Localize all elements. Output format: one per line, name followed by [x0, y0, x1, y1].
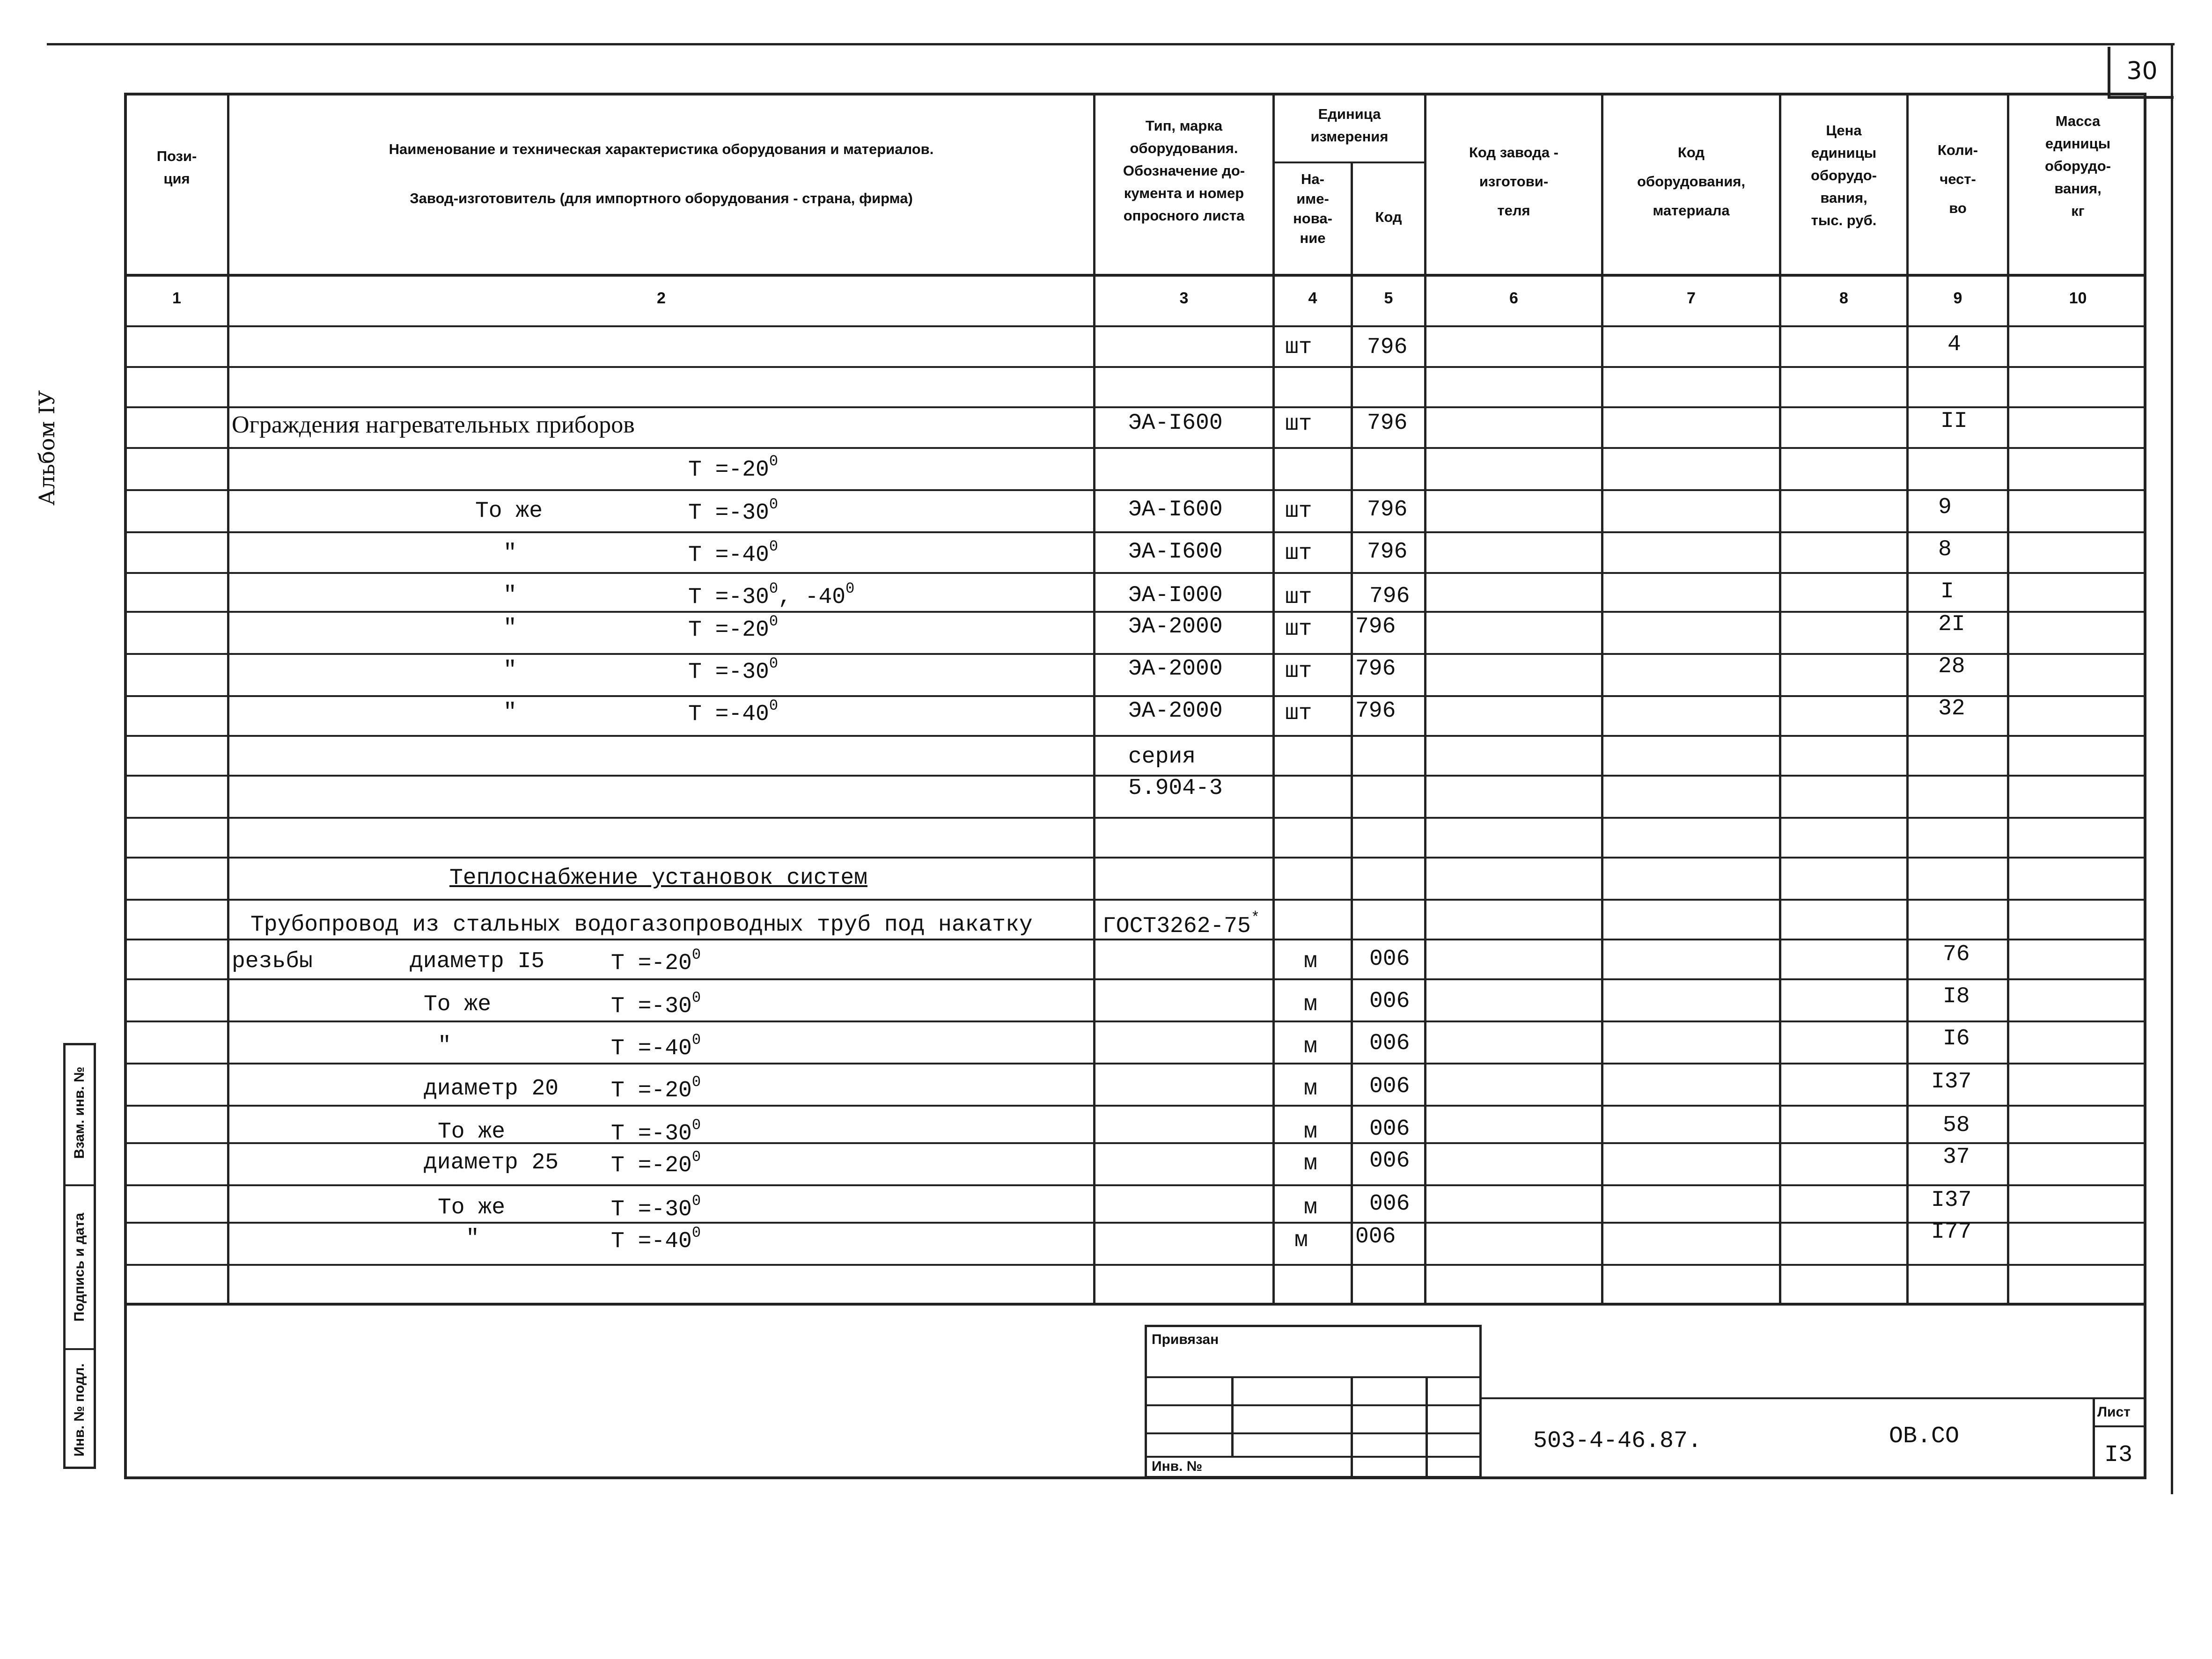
header-equipment-code: Код оборудования, материала	[1637, 144, 1745, 219]
unit-code: 006	[1369, 989, 1410, 1014]
header-mass: Масса единицы оборудо- вания, кг	[2045, 113, 2111, 220]
unit-name: м	[1304, 1151, 1317, 1176]
stamp-col	[1231, 1376, 1234, 1456]
page-number: 30	[2108, 47, 2174, 99]
stamp-line	[1145, 1404, 1482, 1406]
unit-name: м	[1304, 992, 1317, 1017]
row-line	[124, 695, 2146, 697]
series-value: 5.904-3	[1128, 776, 1223, 801]
side-label-vzam: Взам. инв. №	[72, 1066, 87, 1159]
ditto-mark: "	[503, 583, 517, 608]
item-name: То же	[475, 499, 543, 524]
row-line	[124, 653, 2146, 655]
col-number: 6	[1509, 289, 1518, 307]
unit-code: 006	[1369, 1074, 1410, 1099]
header-quantity: Коли- чест- во	[1937, 142, 1978, 216]
ditto-mark: "	[503, 700, 517, 725]
temperature-value: Т =-40	[611, 1229, 692, 1254]
unit-name: шт	[1285, 585, 1312, 610]
temperature	[611, 1194, 701, 1221]
list-number: I3	[2104, 1442, 2133, 1468]
temperature	[688, 656, 778, 683]
type-mark: ЭА-I000	[1128, 583, 1223, 608]
top-border-line	[47, 43, 2175, 45]
temperature-value: Т =-30	[611, 1197, 692, 1222]
stamp-privyazan: Привязан	[1152, 1332, 1219, 1347]
degree-mark: 0	[769, 496, 779, 513]
temperature-value: Т =-20	[611, 1153, 692, 1178]
row-line	[124, 366, 2146, 368]
type-mark: ЭА-I600	[1128, 539, 1223, 565]
quantity: I8	[1943, 984, 1970, 1009]
stamp-line	[1145, 1432, 1482, 1434]
row-line	[124, 1222, 2146, 1224]
unit-name: шт	[1285, 499, 1312, 524]
degree-mark: 0	[769, 580, 779, 597]
col-number: 5	[1384, 289, 1393, 307]
quantity: 9	[1938, 495, 1952, 520]
unit-code: 796	[1367, 411, 1408, 436]
pipe-name: То же	[424, 992, 492, 1017]
unit-code: 796	[1355, 614, 1396, 639]
row-line	[124, 857, 2146, 859]
temperature-value: Т =-30	[688, 660, 769, 685]
pipe-name: То же	[438, 1119, 506, 1145]
temperature	[611, 1118, 701, 1145]
stamp-line	[1145, 1376, 1482, 1378]
row-line	[124, 489, 2146, 491]
unit-code: 796	[1369, 584, 1410, 609]
unit-name: м	[1294, 1228, 1308, 1253]
header-price: Цена единицы оборудо- вания, тыс. руб.	[1811, 122, 1877, 229]
temperature	[688, 614, 778, 641]
pipe-title: Трубопровод из стальных водогазопроводных труб под накатку	[250, 912, 1033, 938]
temperature	[611, 1033, 701, 1060]
series-label: серия	[1128, 744, 1196, 770]
unit-code: 006	[1369, 1116, 1410, 1142]
side-stamp-divider	[63, 1184, 96, 1186]
stamp-col	[1351, 1376, 1353, 1478]
row-line	[124, 572, 2146, 574]
header-type: Тип, марка оборудования. Обозначение до- кумента и номер опросного листа	[1123, 117, 1245, 224]
item-name: Ограждения нагревательных приборов	[232, 411, 635, 438]
ditto-mark: "	[466, 1226, 479, 1251]
quantity: I37	[1931, 1069, 1972, 1094]
col-number: 9	[1953, 289, 1962, 307]
temperature	[688, 454, 778, 481]
stamp-line	[1145, 1456, 1482, 1458]
ditto-mark: "	[438, 1033, 451, 1058]
colnum-bottom-line	[124, 325, 2146, 327]
pipe-standard-mark: *	[1250, 909, 1260, 926]
temperature	[688, 581, 854, 609]
header-unit-group: Единица измерения	[1310, 106, 1389, 145]
row-line	[124, 1020, 2146, 1022]
col-number: 8	[1839, 289, 1848, 307]
degree-mark: 0	[769, 453, 779, 470]
temperature-value: Т =-20	[688, 617, 769, 643]
temperature-value-2: , -40	[778, 585, 846, 610]
ditto-mark: "	[503, 616, 517, 641]
unit-code: 796	[1355, 698, 1396, 724]
row-line	[124, 406, 2146, 408]
temperature	[611, 1075, 701, 1102]
unit-name: шт	[1285, 335, 1312, 360]
temperature	[611, 1226, 701, 1253]
degree-mark: 0	[769, 655, 779, 672]
quantity: 28	[1938, 654, 1965, 679]
pipe-diameter: диаметр 25	[424, 1150, 559, 1175]
quantity: II	[1940, 409, 1968, 434]
header-bottom-line	[124, 274, 2146, 277]
row-line	[124, 1264, 2146, 1266]
row-line	[124, 1105, 2146, 1107]
section-title: Теплоснабжение установок систем	[449, 866, 867, 891]
stamp-box	[1145, 1325, 1482, 1478]
album-label: Альбом IУ	[34, 390, 59, 506]
header-position: Пози- ция	[156, 148, 197, 187]
col-number: 4	[1308, 289, 1317, 307]
ditto-mark: "	[503, 541, 517, 566]
temperature-value: Т =-20	[611, 951, 692, 976]
row-line	[124, 1184, 2146, 1186]
temperature	[688, 698, 778, 726]
degree-mark: 0	[691, 1073, 701, 1091]
row-line	[124, 978, 2146, 980]
type-mark: ЭА-2000	[1128, 614, 1223, 639]
unit-code: 796	[1355, 656, 1396, 682]
degree-mark: 0	[691, 1148, 701, 1166]
quantity: 76	[1943, 942, 1970, 967]
row-line	[124, 611, 2146, 613]
unit-name: шт	[1285, 701, 1312, 726]
quantity: 32	[1938, 696, 1965, 721]
degree-mark: 0	[691, 1192, 701, 1210]
side-label-podpis: Подпись и дата	[72, 1212, 87, 1322]
type-mark: ЭА-I600	[1128, 497, 1223, 522]
row-line	[124, 531, 2146, 533]
temperature-value: Т =-40	[611, 1036, 692, 1061]
unit-code: 006	[1369, 1191, 1410, 1217]
temperature	[611, 991, 701, 1018]
col-line	[1351, 161, 1353, 1303]
degree-mark: 0	[845, 580, 855, 597]
stamp-top-line	[124, 1303, 2146, 1306]
pipe-standard-text: ГОСТ3262-75	[1102, 914, 1251, 939]
degree-mark: 0	[769, 538, 779, 555]
temperature-value: Т =-20	[688, 457, 769, 483]
unit-code: 006	[1369, 1148, 1410, 1174]
pipe-name: резьбы	[232, 949, 313, 974]
list-box-line	[2093, 1397, 2095, 1478]
unit-code: 006	[1369, 1031, 1410, 1056]
type-mark: ЭА-2000	[1128, 698, 1223, 724]
unit-name: шт	[1285, 541, 1312, 566]
row-line	[124, 735, 2146, 737]
col-number: 1	[172, 289, 181, 307]
unit-name: шт	[1285, 411, 1312, 437]
degree-mark: 0	[769, 697, 779, 714]
type-mark: ЭА-2000	[1128, 656, 1223, 682]
quantity: I77	[1931, 1219, 1972, 1245]
unit-name: м	[1304, 1119, 1317, 1145]
stamp-frame-line	[1482, 1397, 2146, 1399]
quantity: 37	[1943, 1145, 1970, 1170]
document-suffix: ОВ.СО	[1889, 1423, 1960, 1450]
stamp-col	[1426, 1376, 1428, 1478]
temperature	[611, 1150, 701, 1177]
header-unit-name: На- име- нова- ние	[1293, 171, 1332, 246]
row-line	[124, 1063, 2146, 1064]
document-code: 503-4-46.87.	[1533, 1428, 1702, 1454]
temperature-value: Т =-40	[688, 702, 769, 727]
unit-code: 796	[1367, 539, 1408, 565]
header-unit-code: Код	[1375, 209, 1402, 225]
unit-name: шт	[1285, 659, 1312, 684]
unit-name: шт	[1285, 617, 1312, 642]
degree-mark: 0	[691, 1224, 701, 1241]
col-number: 2	[657, 289, 666, 307]
pipe-standard	[1102, 910, 1260, 938]
pipe-diameter: диаметр I5	[410, 949, 545, 974]
quantity: 8	[1938, 537, 1952, 562]
list-label: Лист	[2097, 1404, 2131, 1420]
quantity: I	[1940, 579, 1954, 604]
degree-mark: 0	[691, 946, 701, 963]
right-border-line	[2171, 43, 2173, 1494]
temperature-value: Т =-40	[688, 543, 769, 568]
unit-name: м	[1304, 949, 1317, 974]
row-line	[124, 817, 2146, 819]
pipe-diameter: диаметр 20	[424, 1076, 559, 1101]
row-line	[124, 1142, 2146, 1144]
unit-name: м	[1304, 1034, 1317, 1059]
degree-mark: 0	[691, 989, 701, 1006]
unit-code: 796	[1367, 497, 1408, 522]
quantity: 4	[1947, 332, 1961, 357]
temperature-value: Т =-20	[611, 1078, 692, 1103]
header-name-line1: Наименование и техническая характеристика оборудования и материалов.	[389, 141, 934, 157]
col-number: 10	[2069, 289, 2087, 307]
temperature	[688, 497, 778, 524]
stamp-inv-no: Инв. №	[1152, 1459, 1203, 1474]
quantity: 2I	[1938, 612, 1965, 637]
temperature	[611, 947, 701, 975]
col-number: 7	[1687, 289, 1696, 307]
header-name-line2: Завод-изготовитель (для импортного оборудования - страна, фирма)	[410, 190, 913, 206]
temperature-value: Т =-30	[688, 500, 769, 526]
type-mark: ЭА-I600	[1128, 411, 1223, 436]
col-number: 3	[1179, 289, 1189, 307]
degree-mark: 0	[691, 1031, 701, 1049]
row-line	[124, 899, 2146, 901]
list-box-line	[2093, 1425, 2146, 1427]
unit-name: м	[1304, 1076, 1317, 1101]
unit-name: м	[1304, 1195, 1317, 1220]
header-plant-code: Код завода - изготови- теля	[1469, 144, 1558, 219]
unit-code: 006	[1355, 1224, 1396, 1249]
quantity: 58	[1943, 1113, 1970, 1138]
side-label-inv: Инв. № подл.	[72, 1363, 87, 1457]
degree-mark: 0	[691, 1116, 701, 1134]
quantity: I37	[1931, 1188, 1972, 1213]
temperature-value: Т =-30	[688, 585, 769, 610]
unit-code: 006	[1369, 947, 1410, 972]
temperature	[688, 539, 778, 566]
unit-code: 796	[1367, 335, 1408, 360]
row-line	[124, 447, 2146, 449]
degree-mark: 0	[769, 613, 779, 630]
temperature-value: Т =-30	[611, 994, 692, 1019]
pipe-name: То же	[438, 1195, 506, 1220]
unit-group-line	[1272, 161, 1424, 163]
temperature-value: Т =-30	[611, 1121, 692, 1146]
quantity: I6	[1943, 1026, 1970, 1051]
ditto-mark: "	[503, 658, 517, 683]
